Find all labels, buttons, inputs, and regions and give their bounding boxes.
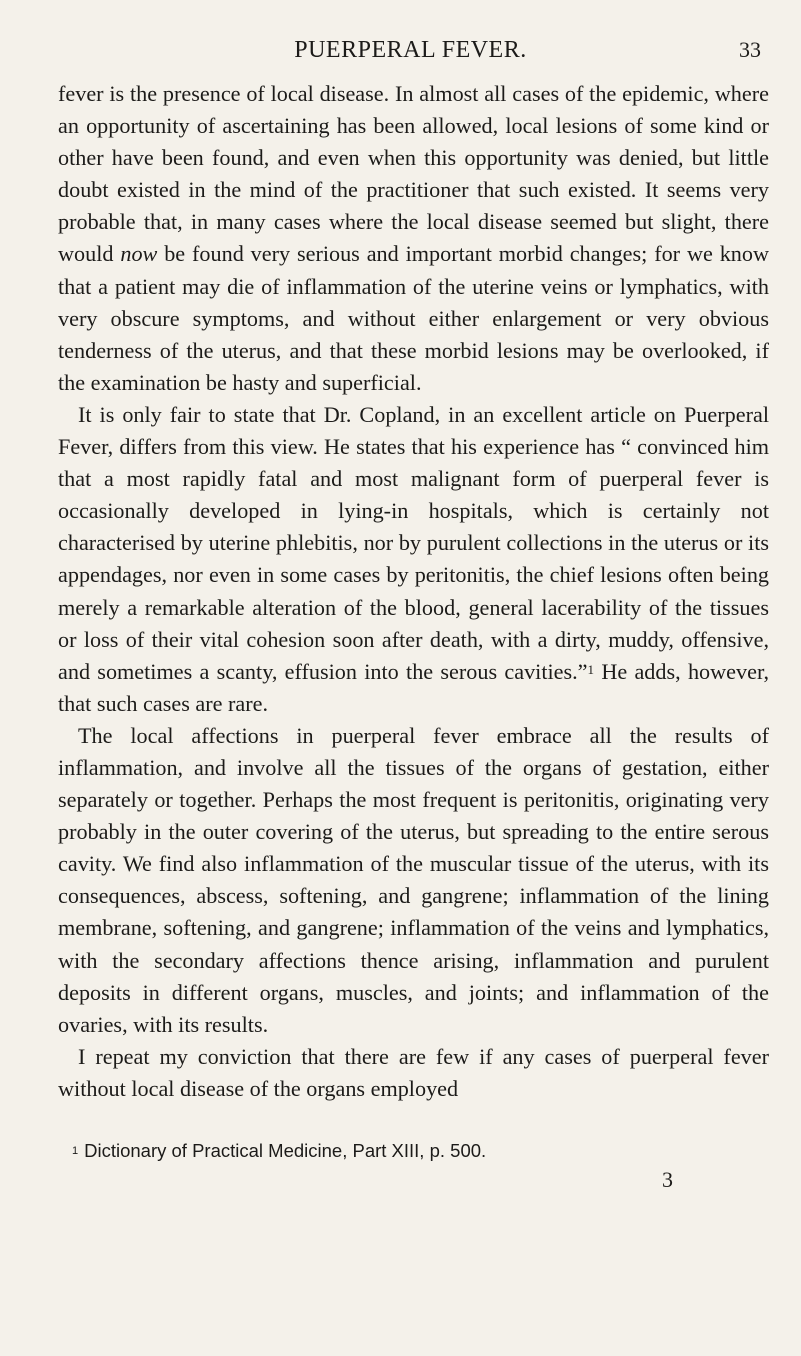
paragraph-3: The local affections in puerperal fever embrace all the results of inflammation, and involve all the tissues of the organs of gestation, either separately or together. Perhaps the most frequent is peritonitis, originating very probably in the outer covering of the uterus, but spreading to the entire serous cavity. We find also inflammation of the muscular tissue of the uterus, with its consequences, abscess, softening, and gangrene; inflammation of the lining membrane, softening, and gangrene; inflammation of the veins and lymphatics, with the secondary affections thence arising, inflammation and purulent deposits in different organs, muscles, and joints; and inflammation of the ovaries, with its results. (58, 722, 769, 1037)
paragraph-2 (58, 399, 769, 720)
footnote-marker: 1 (72, 1145, 79, 1157)
paragraph-1-text-a: fever is the presence of local disease. In almost all cases of the epidemic, where an opportunity of ascertaining has been allowed, local lesions of some kind or other have been found, and even when this opportunity was denied, but little doubt existed in the mind of the practitioner that such existed. It seems very probable that, in many cases where the local disease seemed but slight, there would (58, 81, 769, 267)
paragraph-1 (58, 78, 769, 399)
footnote-text: Dictionary of Practical Medicine, Part XIII, p. 500. (84, 1140, 487, 1161)
signature-mark: 3 (662, 1167, 673, 1192)
body-text (58, 78, 769, 1105)
paragraph-4: I repeat my conviction that there are few if any cases of puerperal fever without local disease of the organs employed (58, 1043, 769, 1101)
page-number: 33 (739, 37, 761, 62)
running-title: PUERPERAL FEVER. (294, 37, 527, 63)
footnote-reference: 1 (587, 661, 595, 677)
page-header (58, 30, 769, 70)
paragraph-1-text-b: be found very serious and important morbid changes; for we know that a patient may die of inflammation of the uterine veins or lymphatics, with very obscure symptoms, and without either enlargement or very obvious tenderness of the uterus, and that these morbid lesions may be overlooked, if the examination be hasty and superficial. (58, 241, 769, 395)
footnote (58, 1139, 769, 1163)
paragraph-2-text-b: He adds, however, that such cases are rare. (58, 658, 769, 716)
paragraph-2-text-a: It is only fair to state that Dr. Copland, in an excellent article on Puerperal Fever, differs from this view. He states that his experience has “ convinced him that a most rapidly fatal and most malignant form of puerperal fever is occasionally developed in lying-in hospitals, which is certainly not characterised by uterine phlebitis, nor by purulent collections in the uterus or its appendages, nor even in some cases by peritonitis, the chief lesions often being merely a remarkable alteration of the blood, general lacerability of the tissues or loss of their vital cohesion soon after death, with a dirty, muddy, offensive, and sometimes a scanty, effusion into the serous cavities.” (58, 401, 769, 684)
emphasis-now: now (120, 241, 158, 267)
